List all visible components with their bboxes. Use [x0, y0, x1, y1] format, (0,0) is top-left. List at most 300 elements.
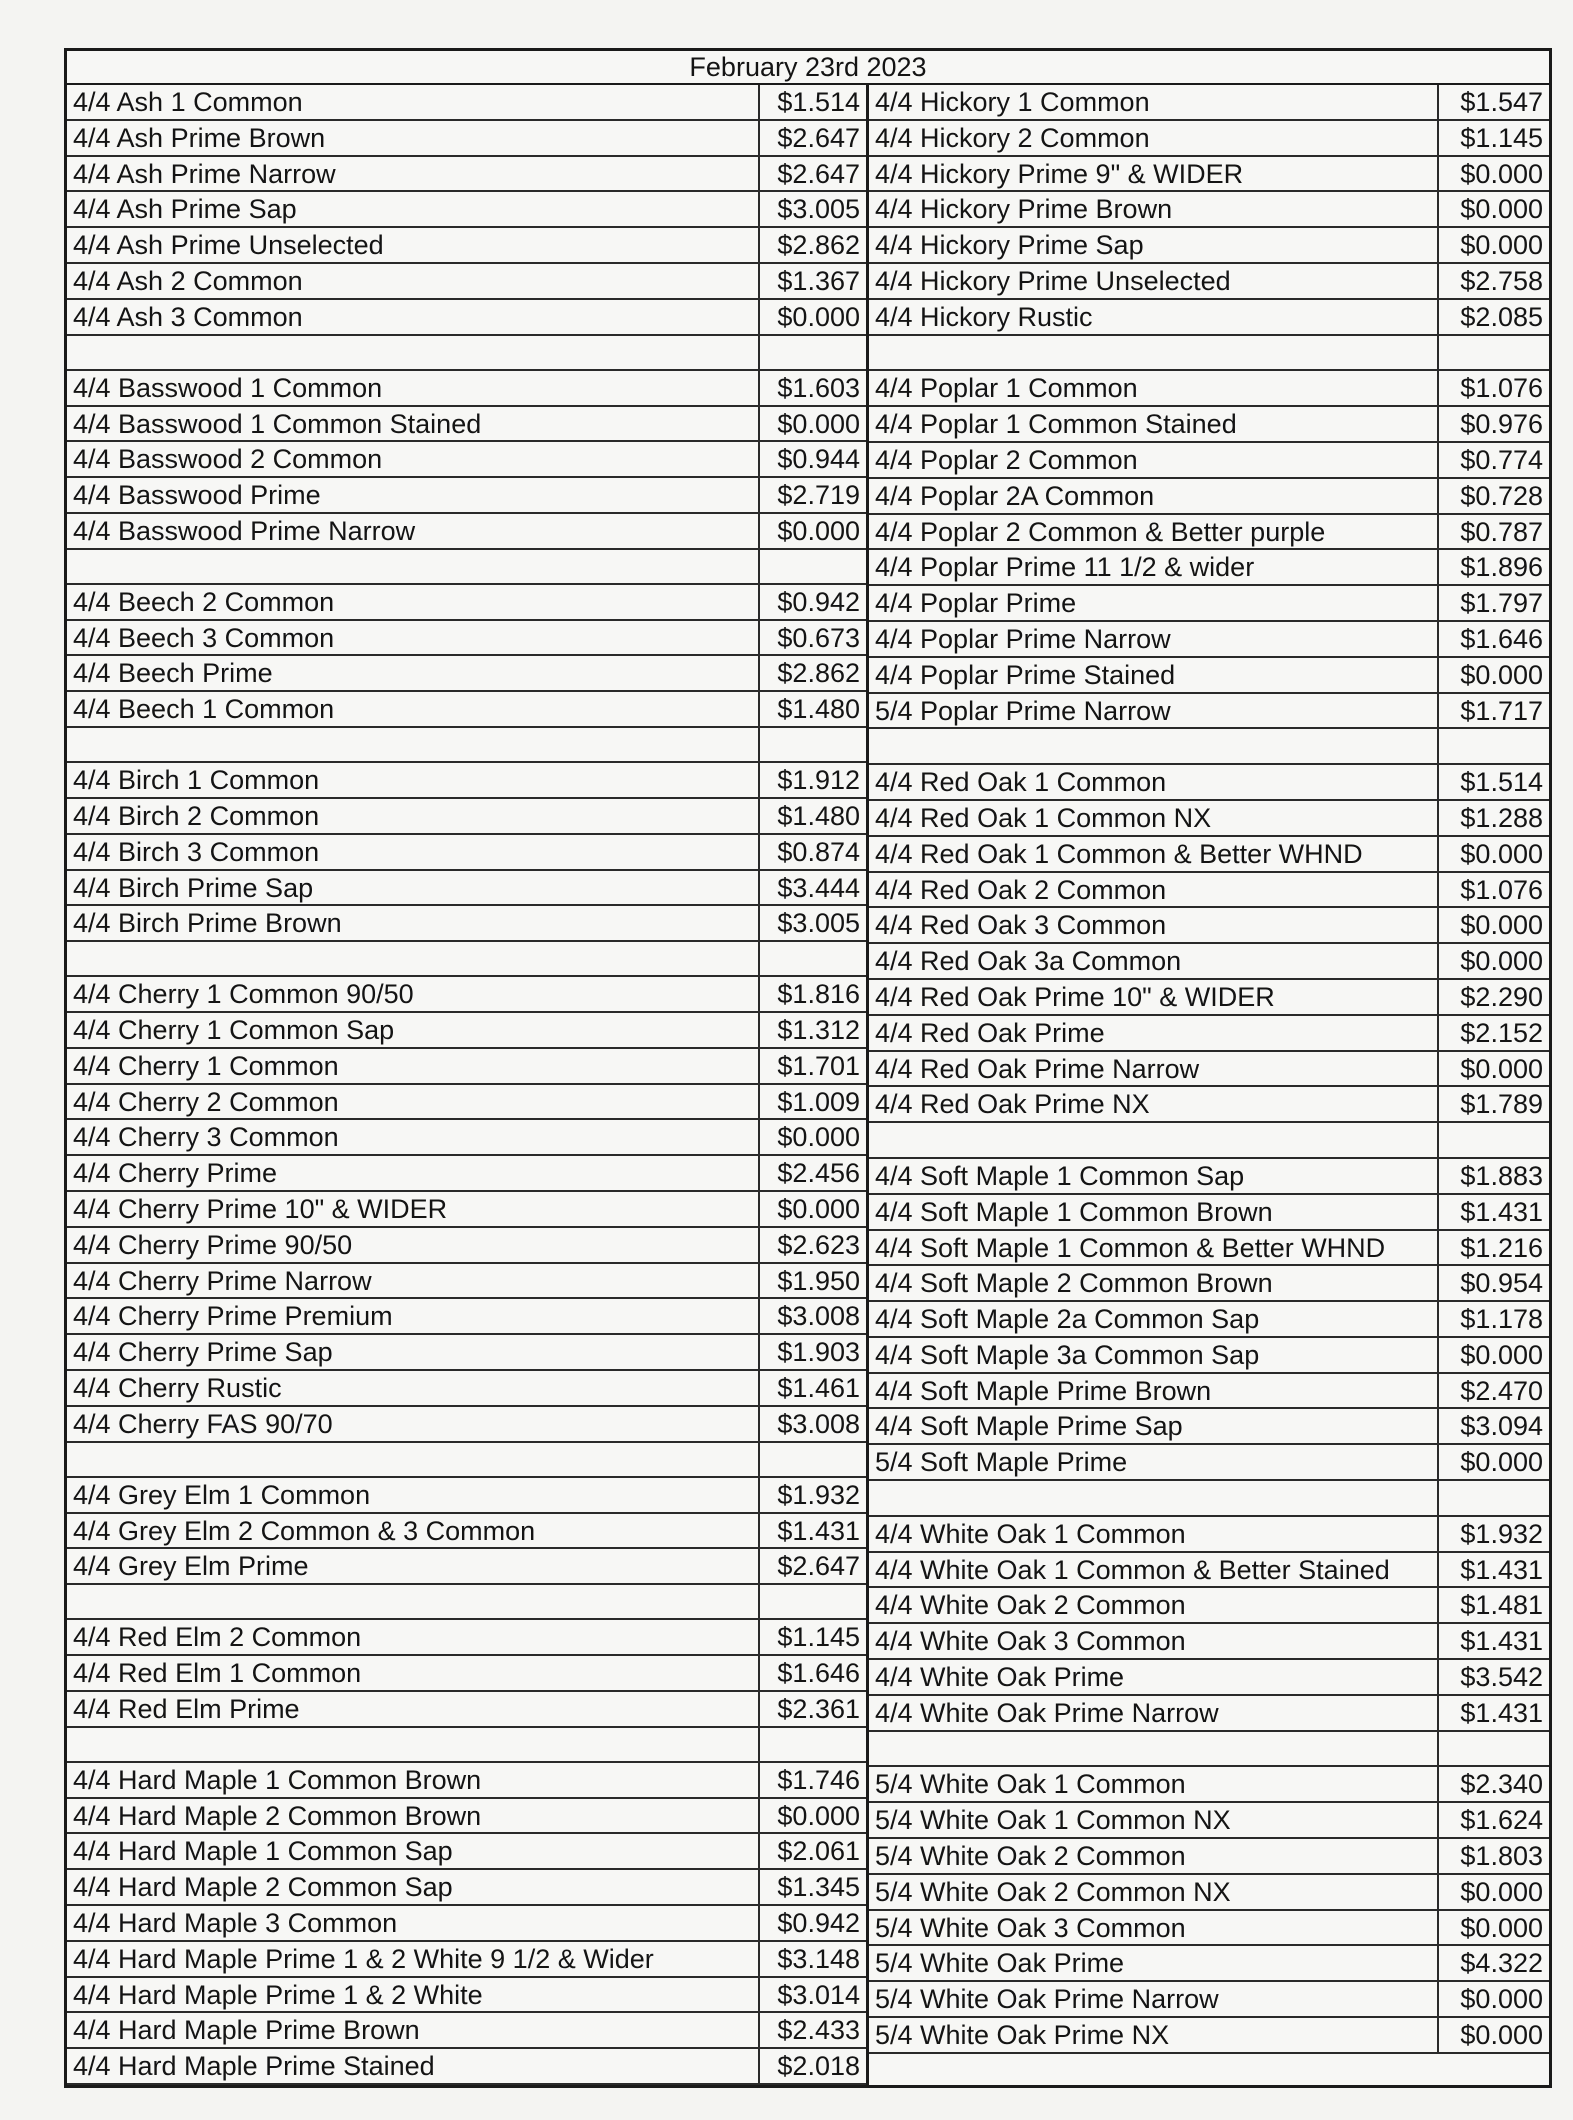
item-name: 4/4 Ash 1 Common — [73, 87, 303, 117]
item-price: $1.789 — [1437, 1087, 1549, 1121]
item-price: $0.942 — [758, 585, 866, 619]
item-price: $0.000 — [1437, 944, 1549, 978]
item-price: $1.431 — [1437, 1195, 1549, 1229]
item-name — [67, 1585, 758, 1618]
table-row — [67, 1407, 866, 1443]
item-price: $0.000 — [1437, 192, 1549, 226]
item-name: 4/4 Poplar Prime 11 1/2 & wider — [875, 552, 1255, 583]
table-row — [869, 371, 1549, 407]
item-price: $1.646 — [1437, 622, 1549, 656]
item-price: $0.954 — [1437, 1266, 1549, 1300]
item-price: $1.797 — [1437, 586, 1549, 620]
item-price: $3.005 — [758, 192, 866, 226]
item-price: $1.145 — [758, 1620, 866, 1654]
item-price: $0.000 — [1437, 228, 1549, 262]
table-row — [869, 121, 1549, 157]
price-columns — [67, 85, 1549, 2085]
table-row — [869, 1409, 1549, 1445]
item-price: $2.862 — [758, 228, 866, 262]
item-price: $3.005 — [758, 906, 866, 940]
item-name: 4/4 Red Oak 3 Common — [875, 910, 1167, 941]
item-price: $0.000 — [758, 514, 866, 548]
item-name: 4/4 Poplar 2 Common — [875, 444, 1138, 475]
item-price: $3.014 — [758, 1978, 866, 2012]
item-price: $2.290 — [1437, 980, 1549, 1014]
item-name — [869, 1123, 1437, 1157]
spacer-row — [67, 1585, 866, 1620]
table-row — [869, 873, 1549, 909]
item-name: 4/4 Red Oak Prime NX — [875, 1089, 1150, 1120]
item-price: $3.008 — [758, 1299, 866, 1333]
table-row — [869, 1767, 1549, 1803]
spacer-row — [869, 336, 1549, 372]
item-price: $1.009 — [758, 1085, 866, 1119]
item-price — [1437, 1732, 1549, 1766]
item-name: 4/4 Hickory Prime Unselected — [875, 265, 1231, 296]
table-row — [869, 1803, 1549, 1839]
item-name: 4/4 Hard Maple 1 Common Sap — [73, 1836, 453, 1867]
item-price: $2.361 — [758, 1692, 866, 1726]
table-row — [67, 1013, 866, 1049]
item-name: 4/4 Hard Maple 2 Common Brown — [73, 1800, 482, 1831]
table-row — [67, 763, 866, 799]
item-name: 4/4 Basswood 1 Common Stained — [73, 408, 482, 439]
item-name: 4/4 Beech 1 Common — [73, 694, 335, 725]
price-sheet — [64, 48, 1552, 2088]
item-name: 4/4 Red Oak 1 Common & Better WHND — [875, 838, 1363, 869]
table-row — [67, 1834, 866, 1870]
item-name: 4/4 Soft Maple Prime Sap — [875, 1411, 1183, 1442]
item-price: $1.932 — [1437, 1517, 1549, 1551]
item-price: $3.542 — [1437, 1660, 1549, 1694]
item-name: 4/4 Cherry FAS 90/70 — [73, 1408, 333, 1439]
spacer-row — [67, 728, 866, 763]
item-price: $0.000 — [1437, 837, 1549, 871]
table-row — [67, 514, 866, 550]
table-row — [67, 1049, 866, 1085]
item-name: 4/4 Hickory Rustic — [875, 301, 1093, 332]
item-price: $1.216 — [1437, 1231, 1549, 1265]
item-name: 5/4 White Oak 1 Common — [875, 1769, 1186, 1800]
table-row — [67, 977, 866, 1013]
table-row — [67, 1120, 866, 1156]
item-price: $1.481 — [1437, 1588, 1549, 1622]
item-price: $1.367 — [758, 264, 866, 298]
table-row — [869, 443, 1549, 479]
item-name: 4/4 Cherry Prime 10" & WIDER — [73, 1194, 448, 1225]
item-price: $1.514 — [758, 85, 866, 119]
item-price: $1.903 — [758, 1335, 866, 1369]
item-name: 4/4 Cherry 1 Common Sap — [73, 1015, 395, 1046]
item-name: 4/4 Red Oak Prime 10" & WIDER — [875, 981, 1275, 1012]
table-row — [869, 1517, 1549, 1553]
item-name: 4/4 Grey Elm 1 Common — [73, 1479, 371, 1510]
item-price: $2.647 — [758, 157, 866, 191]
table-row — [67, 1371, 866, 1407]
table-row — [67, 1978, 866, 2014]
table-row — [869, 1016, 1549, 1052]
item-price — [758, 1728, 866, 1761]
item-name: 4/4 Grey Elm 2 Common & 3 Common — [73, 1515, 536, 1546]
item-name: 5/4 White Oak 2 Common NX — [875, 1876, 1231, 1907]
item-name: 4/4 Hard Maple Prime Brown — [73, 2015, 420, 2046]
item-price: $2.647 — [758, 1549, 866, 1583]
table-row — [67, 2049, 866, 2085]
table-row — [869, 908, 1549, 944]
table-row — [67, 585, 866, 621]
table-row — [869, 1052, 1549, 1088]
item-price: $1.746 — [758, 1763, 866, 1797]
item-name: 4/4 Basswood 2 Common — [73, 444, 383, 475]
item-price — [758, 550, 866, 583]
item-name: 4/4 Hard Maple Prime Stained — [73, 2051, 435, 2082]
table-row — [67, 1656, 866, 1692]
spacer-row — [67, 942, 866, 977]
table-row — [67, 906, 866, 942]
item-name: 4/4 Basswood Prime Narrow — [73, 515, 416, 546]
item-name: 4/4 Red Oak 3a Common — [875, 946, 1182, 977]
item-name — [869, 1481, 1437, 1515]
table-row — [869, 515, 1549, 551]
item-name: 4/4 Red Oak 1 Common — [875, 767, 1167, 798]
item-price: $1.547 — [1437, 85, 1549, 119]
table-row — [67, 835, 866, 871]
item-name: 4/4 Cherry Prime — [73, 1158, 278, 1189]
item-name: 4/4 Poplar Prime Narrow — [875, 623, 1171, 654]
item-price: $0.874 — [758, 835, 866, 869]
item-name: 4/4 Poplar 1 Common — [875, 373, 1138, 404]
table-row — [67, 1478, 866, 1514]
item-name: 4/4 Soft Maple 1 Common & Better WHND — [875, 1232, 1386, 1263]
item-name — [869, 1732, 1437, 1766]
item-name: 4/4 Red Elm 2 Common — [73, 1622, 362, 1653]
table-row — [67, 1799, 866, 1835]
item-name — [67, 728, 758, 761]
table-row — [869, 1588, 1549, 1624]
item-price: $0.976 — [1437, 407, 1549, 441]
item-price — [758, 942, 866, 975]
item-name — [67, 1443, 758, 1476]
item-price: $1.480 — [758, 692, 866, 726]
item-name: 4/4 Soft Maple 2 Common Brown — [875, 1268, 1273, 1299]
table-row — [869, 157, 1549, 193]
table-row — [67, 1549, 866, 1585]
item-name: 4/4 Red Oak 2 Common — [875, 874, 1167, 905]
item-name: 4/4 Ash 3 Common — [73, 301, 303, 332]
table-row — [67, 300, 866, 336]
table-row — [67, 1228, 866, 1264]
item-name: 4/4 Cherry 3 Common — [73, 1122, 339, 1153]
item-name: 4/4 Hickory Prime Brown — [875, 194, 1173, 225]
item-name: 4/4 Poplar 2A Common — [875, 480, 1155, 511]
spacer-row — [67, 336, 866, 371]
item-price: $1.912 — [758, 763, 866, 797]
item-price: $2.758 — [1437, 264, 1549, 298]
item-price: $0.000 — [758, 1192, 866, 1226]
item-price: $1.431 — [1437, 1696, 1549, 1730]
table-row — [67, 1192, 866, 1228]
item-price: $1.145 — [1437, 121, 1549, 155]
item-price: $0.000 — [1437, 1052, 1549, 1086]
table-row — [869, 1445, 1549, 1481]
table-row — [869, 2018, 1549, 2054]
item-name: 5/4 White Oak Prime — [875, 1948, 1125, 1979]
item-name — [869, 336, 1437, 370]
table-row — [67, 157, 866, 193]
item-name: 4/4 Soft Maple 3a Common Sap — [875, 1339, 1260, 1370]
spacer-row — [67, 1728, 866, 1763]
item-price: $2.340 — [1437, 1767, 1549, 1801]
item-name — [869, 729, 1437, 763]
table-row — [869, 1553, 1549, 1589]
item-price: $2.152 — [1437, 1016, 1549, 1050]
table-row — [67, 1620, 866, 1656]
item-price: $0.000 — [1437, 1982, 1549, 2016]
item-price: $2.647 — [758, 121, 866, 155]
table-row — [869, 550, 1549, 586]
item-name: 4/4 Grey Elm Prime — [73, 1551, 309, 1582]
table-row — [869, 837, 1549, 873]
item-name: 4/4 White Oak 1 Common — [875, 1518, 1186, 1549]
table-row — [869, 658, 1549, 694]
item-price: $3.094 — [1437, 1409, 1549, 1443]
table-row — [869, 300, 1549, 336]
item-name: 4/4 Basswood Prime — [73, 480, 321, 511]
item-name: 4/4 Beech Prime — [73, 658, 273, 689]
item-name: 4/4 Ash Prime Brown — [73, 122, 326, 153]
item-price: $1.076 — [1437, 371, 1549, 405]
item-price: $1.480 — [758, 799, 866, 833]
item-price: $0.942 — [758, 1906, 866, 1940]
spacer-row — [67, 1443, 866, 1478]
item-price: $1.076 — [1437, 873, 1549, 907]
item-name: 4/4 Soft Maple 1 Common Sap — [875, 1160, 1245, 1191]
table-row — [869, 1266, 1549, 1302]
table-row — [869, 479, 1549, 515]
item-name: 4/4 Cherry 1 Common 90/50 — [73, 979, 414, 1010]
item-price: $1.288 — [1437, 801, 1549, 835]
table-row — [869, 586, 1549, 622]
item-name: 4/4 Hickory Prime Sap — [875, 230, 1144, 261]
item-name: 5/4 White Oak Prime NX — [875, 2020, 1170, 2051]
table-row — [67, 264, 866, 300]
item-price: $0.000 — [1437, 1875, 1549, 1909]
table-row — [869, 944, 1549, 980]
table-row — [67, 442, 866, 478]
spacer-row — [869, 1481, 1549, 1517]
table-row — [67, 121, 866, 157]
item-price: $0.000 — [758, 1120, 866, 1154]
table-row — [869, 1338, 1549, 1374]
item-name: 4/4 Hard Maple Prime 1 & 2 White — [73, 1979, 483, 2010]
table-row — [869, 1195, 1549, 1231]
table-row — [869, 1624, 1549, 1660]
table-row — [67, 1514, 866, 1550]
item-name: 4/4 Hard Maple 3 Common — [73, 1908, 398, 1939]
item-price: $1.932 — [758, 1478, 866, 1512]
table-row — [67, 85, 866, 121]
item-price: $2.623 — [758, 1228, 866, 1262]
item-name: 4/4 Cherry Rustic — [73, 1373, 282, 1404]
table-row — [869, 1087, 1549, 1123]
item-name — [67, 550, 758, 583]
table-row — [67, 621, 866, 657]
item-price: $0.787 — [1437, 515, 1549, 549]
table-row — [869, 622, 1549, 658]
item-price: $2.456 — [758, 1156, 866, 1190]
item-name: 4/4 Soft Maple Prime Brown — [875, 1375, 1212, 1406]
item-name: 4/4 Hard Maple 1 Common Brown — [73, 1764, 482, 1795]
item-price — [758, 1443, 866, 1476]
item-price: $1.701 — [758, 1049, 866, 1083]
item-price: $1.950 — [758, 1264, 866, 1298]
item-name: 4/4 Cherry Prime Narrow — [73, 1265, 372, 1296]
item-price: $2.018 — [758, 2049, 866, 2083]
table-row — [869, 1302, 1549, 1338]
item-name: 4/4 Red Oak Prime Narrow — [875, 1053, 1200, 1084]
item-name: 5/4 White Oak 1 Common NX — [875, 1805, 1231, 1836]
item-name: 4/4 White Oak 2 Common — [875, 1590, 1186, 1621]
item-price: $1.717 — [1437, 694, 1549, 728]
item-price: $0.000 — [1437, 908, 1549, 942]
table-row — [869, 1696, 1549, 1732]
table-row — [869, 1911, 1549, 1947]
item-price: $2.061 — [758, 1834, 866, 1868]
table-row — [869, 85, 1549, 121]
item-name: 4/4 Basswood 1 Common — [73, 372, 383, 403]
item-name: 4/4 White Oak Prime Narrow — [875, 1697, 1219, 1728]
item-name: 4/4 White Oak Prime — [875, 1662, 1125, 1693]
item-name: 4/4 Red Elm Prime — [73, 1693, 300, 1724]
item-price: $0.000 — [1437, 157, 1549, 191]
item-name: 4/4 Hard Maple 2 Common Sap — [73, 1872, 453, 1903]
item-price: $0.000 — [758, 300, 866, 334]
item-price: $1.624 — [1437, 1803, 1549, 1837]
item-price: $0.000 — [1437, 1338, 1549, 1372]
spacer-row — [869, 729, 1549, 765]
table-row — [869, 801, 1549, 837]
item-price: $1.431 — [1437, 1553, 1549, 1587]
table-row — [67, 2013, 866, 2049]
item-name: 4/4 Hard Maple Prime 1 & 2 White 9 1/2 & Wider — [73, 1943, 654, 1974]
item-price: $0.000 — [758, 407, 866, 441]
table-row — [869, 1946, 1549, 1982]
item-name: 5/4 White Oak Prime Narrow — [875, 1984, 1219, 2015]
item-name: 4/4 Poplar 1 Common Stained — [875, 409, 1237, 440]
sheet-title: February 23rd 2023 — [67, 51, 1549, 85]
table-row — [869, 1660, 1549, 1696]
spacer-row — [869, 1732, 1549, 1768]
item-name: 4/4 Beech 2 Common — [73, 586, 335, 617]
table-row — [67, 1264, 866, 1300]
item-name — [67, 942, 758, 975]
item-price: $2.085 — [1437, 300, 1549, 334]
item-name: 5/4 White Oak 3 Common — [875, 1912, 1186, 1943]
item-name: 4/4 Birch 3 Common — [73, 836, 320, 867]
item-price — [758, 1585, 866, 1618]
item-price — [1437, 336, 1549, 370]
item-price: $0.000 — [1437, 1911, 1549, 1945]
table-row — [67, 371, 866, 407]
item-price: $0.000 — [758, 1799, 866, 1833]
item-price — [1437, 1123, 1549, 1157]
item-price: $2.862 — [758, 656, 866, 690]
table-row — [869, 192, 1549, 228]
item-name — [67, 1728, 758, 1761]
item-price: $0.728 — [1437, 479, 1549, 513]
item-name: 4/4 Hickory 1 Common — [875, 87, 1150, 117]
item-name: 4/4 Red Elm 1 Common — [73, 1658, 362, 1689]
table-row — [869, 1839, 1549, 1875]
item-price: $3.008 — [758, 1407, 866, 1441]
item-name: 4/4 Birch 2 Common — [73, 800, 320, 831]
item-name: 4/4 Beech 3 Common — [73, 622, 335, 653]
item-price: $0.673 — [758, 621, 866, 655]
spacer-row — [869, 1123, 1549, 1159]
table-row — [869, 1875, 1549, 1911]
item-price: $1.883 — [1437, 1159, 1549, 1193]
item-price: $1.816 — [758, 977, 866, 1011]
item-name: 4/4 Poplar Prime Stained — [875, 659, 1176, 690]
item-name: 4/4 Soft Maple 2a Common Sap — [875, 1304, 1260, 1335]
item-name: 4/4 Red Oak 1 Common NX — [875, 802, 1212, 833]
item-price — [1437, 729, 1549, 763]
item-name: 5/4 Soft Maple Prime — [875, 1447, 1128, 1478]
item-name: 4/4 Cherry 2 Common — [73, 1086, 339, 1117]
table-row — [67, 228, 866, 264]
table-row — [869, 264, 1549, 300]
item-price: $4.322 — [1437, 1946, 1549, 1980]
item-name: 4/4 Poplar Prime — [875, 588, 1077, 619]
table-row — [869, 1159, 1549, 1195]
item-price: $1.461 — [758, 1371, 866, 1405]
table-row — [67, 871, 866, 907]
item-name: 4/4 Red Oak Prime — [875, 1017, 1105, 1048]
table-row — [67, 1692, 866, 1728]
item-name: 4/4 Birch Prime Brown — [73, 908, 342, 939]
table-row — [869, 765, 1549, 801]
item-price: $1.178 — [1437, 1302, 1549, 1336]
item-price: $0.000 — [1437, 1445, 1549, 1479]
table-row — [67, 692, 866, 728]
item-name: 4/4 Birch Prime Sap — [73, 872, 314, 903]
item-price: $1.514 — [1437, 765, 1549, 799]
item-price: $1.803 — [1437, 1839, 1549, 1873]
table-row — [67, 1942, 866, 1978]
item-name: 4/4 Cherry 1 Common — [73, 1050, 339, 1081]
item-name: 4/4 Soft Maple 1 Common Brown — [875, 1196, 1273, 1227]
table-row — [67, 1299, 866, 1335]
item-name: 4/4 Ash 2 Common — [73, 265, 303, 296]
item-name: 4/4 White Oak 1 Common & Better Stained — [875, 1554, 1390, 1585]
spacer-row — [67, 550, 866, 585]
item-price — [1437, 1481, 1549, 1515]
table-row — [67, 1906, 866, 1942]
item-name: 4/4 Birch 1 Common — [73, 765, 320, 796]
item-price: $0.000 — [1437, 658, 1549, 692]
item-price: $1.345 — [758, 1870, 866, 1904]
table-row — [67, 799, 866, 835]
table-row — [67, 1335, 866, 1371]
item-price: $1.646 — [758, 1656, 866, 1690]
table-row — [67, 1156, 866, 1192]
item-price — [758, 336, 866, 369]
table-row — [869, 407, 1549, 443]
table-row — [869, 980, 1549, 1016]
table-row — [67, 1870, 866, 1906]
table-row — [869, 1982, 1549, 2018]
item-price: $1.312 — [758, 1013, 866, 1047]
